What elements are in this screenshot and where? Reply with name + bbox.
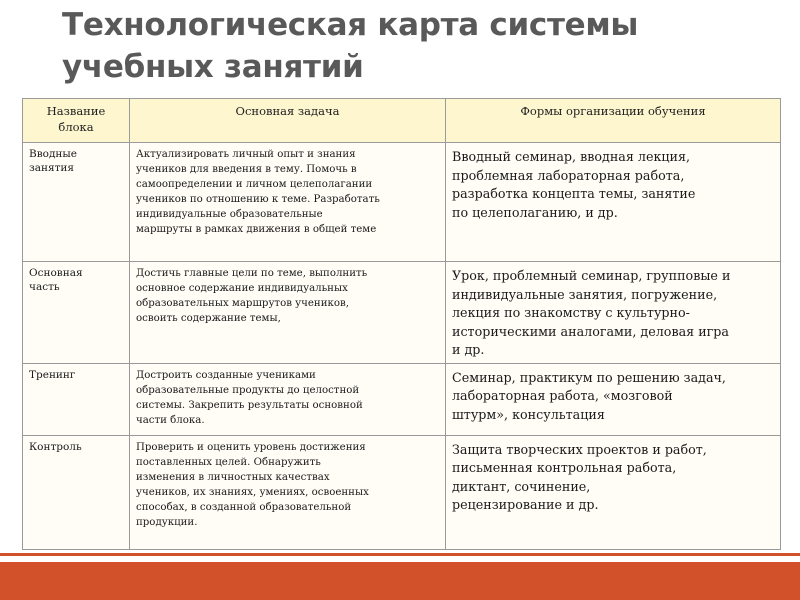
main-task-cell: Актуализировать личный опыт и знания учеников для введения в тему. Помочь в самоопределении и личном целеполагании учеников по отношению к теме. Разработать индивидуальные образовательные маршруты в рамках движения в общей теме (130, 143, 446, 262)
header-forms: Формы организации обучения (446, 99, 781, 143)
table-row (23, 435, 781, 549)
footer-bar (0, 562, 800, 600)
block-name-cell: Тренинг (23, 363, 130, 435)
header-block-name: Название блока (23, 99, 130, 143)
main-task-cell: Проверить и оценить уровень достижения поставленных целей. Обнаружить изменения в личностных качествах учеников, их знаниях, умениях, освоенных способах, в созданной образовательной продукции. (130, 435, 446, 549)
forms-cell: Семинар, практикум по решению задач, лабораторная работа, «мозговой штурм», консультация (446, 363, 781, 435)
table-row (23, 363, 781, 435)
forms-cell: Вводный семинар, вводная лекция, проблемная лабораторная работа, разработка концепта темы, занятие по целеполаганию, и др. (446, 143, 781, 262)
footer-divider (0, 553, 800, 556)
main-task-cell: Достроить созданные учениками образовательные продукты до целостной системы. Закрепить результаты основной части блока. (130, 363, 446, 435)
main-task-cell: Достичь главные цели по теме, выполнить основное содержание индивидуальных образовательных маршрутов учеников, освоить содержание темы, (130, 262, 446, 364)
page-title: Технологическая карта системы учебных занятий (62, 7, 639, 85)
forms-cell: Защита творческих проектов и работ, письменная контрольная работа, диктант, сочинение, рецензирование и др. (446, 435, 781, 549)
table-row (23, 143, 781, 262)
forms-cell: Урок, проблемный семинар, групповые и индивидуальные занятия, погружение, лекция по знакомству с культурно- историческими аналогами, деловая игра и др. (446, 262, 781, 364)
block-name-cell: Вводные занятия (23, 143, 130, 262)
table-row (23, 262, 781, 364)
technology-map-table (22, 98, 781, 550)
block-name-cell: Основная часть (23, 262, 130, 364)
block-name-cell: Контроль (23, 435, 130, 549)
table-header-row (23, 99, 781, 143)
header-main-task: Основная задача (130, 99, 446, 143)
